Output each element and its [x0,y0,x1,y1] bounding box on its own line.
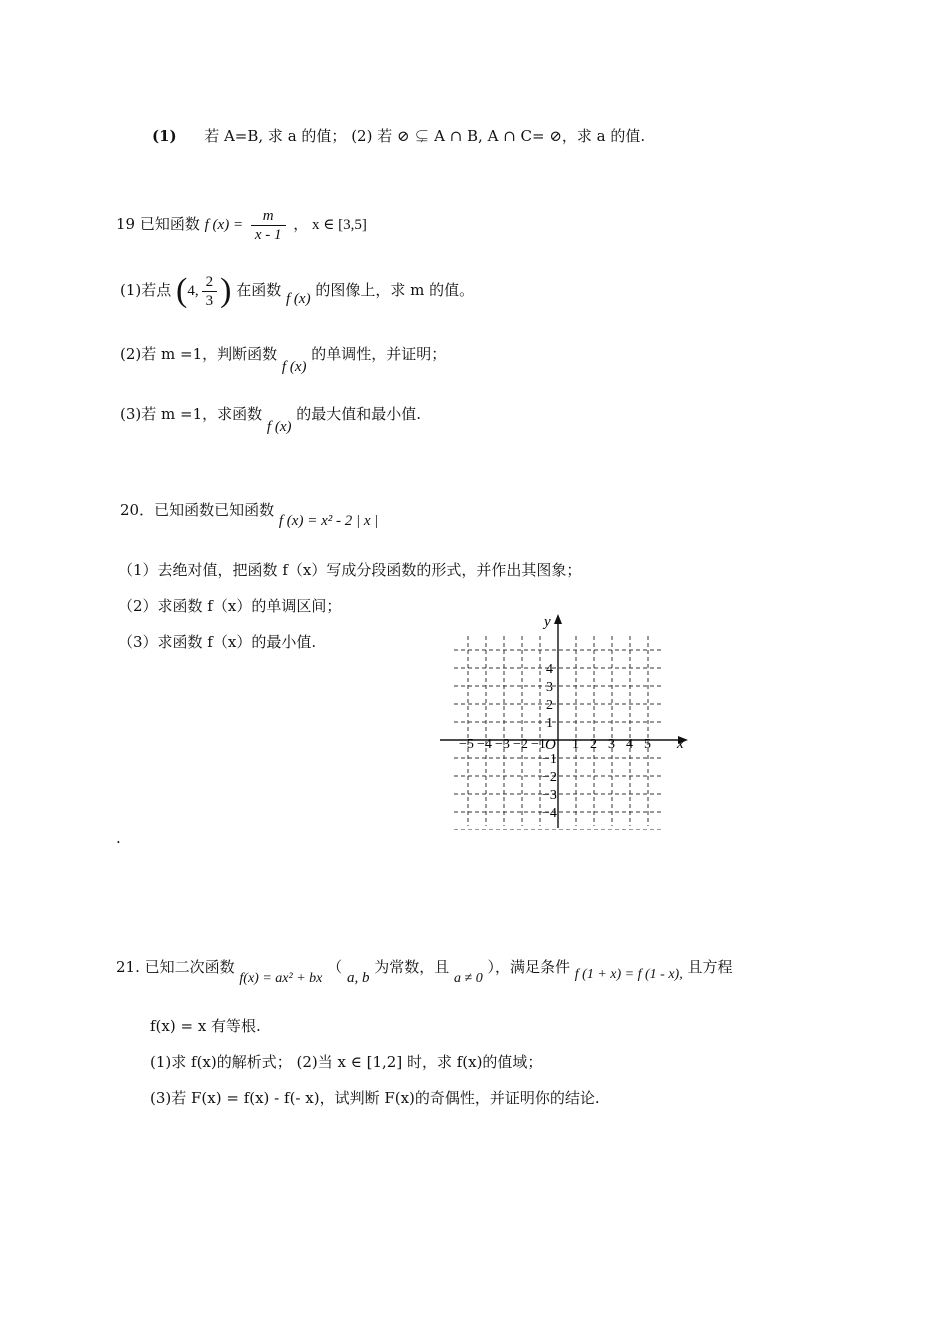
q19-p3-b: 的最大值和最小值. [296,405,422,423]
q21-stem-line [116,952,733,984]
q21-consts: a, b [346,970,370,986]
q19-p1-c: 的图像上，求 m 的值。 [315,281,475,299]
x-tick-label: −4 [477,737,492,752]
q19-p1-a: (1)若点 [120,281,172,299]
q18-part1-text: 若 A=B, 求 a 的值； [204,127,347,145]
q19-point-den: 3 [205,292,214,309]
q19-stem: 19 已知函数 [116,215,200,233]
x-tick-label: 2 [590,737,597,752]
y-tick-label: −2 [542,770,557,785]
q19-part1 [120,268,474,313]
q20-trailing-dot: . [116,829,121,847]
y-tick-label: −4 [542,806,557,821]
q18-part1-label: (1) [152,127,177,145]
q18-line [152,126,645,146]
y-tick-label: 2 [546,698,553,713]
q19-paren-right: ) [220,272,232,309]
q19-p2-a: (2)若 m =1，判断函数 [120,345,278,363]
q19-func-num: m [251,207,286,226]
q19-point-fraction [202,273,218,310]
x-tick-label: 4 [626,737,633,752]
x-tick-label: 3 [608,737,615,752]
q20-stem: 20．已知函数已知函数 [120,501,275,519]
y-tick-label: −1 [542,752,557,767]
q19-part2 [120,344,447,375]
y-axis-arrow [554,614,562,624]
x-tick-label: −5 [459,737,474,752]
x-tick-label: 1 [572,737,579,752]
q21-tail: 且方程 [687,958,733,976]
y-tick-label: 3 [546,680,553,695]
q19-stem-line [116,204,367,245]
y-tick-label: −3 [542,788,557,803]
q21-paren-close: ），满足条件 [487,958,570,976]
coordinate-grid [440,610,700,830]
y-tick-label: 1 [546,716,553,731]
q20-stem-line [120,500,379,529]
q21-symm: f (1 + x) = f (1 - x), [574,967,683,982]
q21-part1-2: (1)求 f(x)的解析式； (2)当 x ∈ [1,2] 时，求 f(x)的值域； [150,1053,543,1071]
y-tick-label: 4 [546,662,553,677]
q21-cond: a ≠ 0 [454,971,483,986]
q19-point-num: 2 [202,273,218,292]
q18-part2-text: (2) 若 ⊘ ⊊ A ∩ B, A ∩ C= ⊘，求 a 的值. [351,127,646,145]
q21-part3: (3)若 F(x) = f(x) - f(- x)，试判断 F(x)的奇偶性，并证明你的结论. [150,1089,600,1107]
q19-func-fraction [251,207,286,244]
q21-line2: f(x) = x 有等根. [150,1017,261,1035]
q19-func-den: x - 1 [254,226,282,243]
q19-p1-b: 在函数 [236,281,282,299]
y-axis-label: y [544,614,551,630]
q19-func-lhs: f (x) = [204,217,244,233]
q19-p2-b: 的单调性，并证明； [311,345,447,363]
q19-domain: ， x ∈ [3,5] [293,217,367,233]
q20-func: f (x) = x² - 2 | x | [278,513,379,529]
q19-p3-a: (3)若 m =1，求函数 [120,405,263,423]
q20-part3: （3）求函数 f（x）的最小值. [118,633,317,651]
q19-p3-func: f (x) [266,419,292,435]
x-tick-label: −1 [531,737,546,752]
x-tick-label: −2 [513,737,528,752]
q19-point-left: 4, [187,283,199,299]
q21-const-text: 为常数，且 [374,958,450,976]
x-axis-label: x [677,736,684,752]
q21-func: f(x) = ax² + bx [239,971,323,986]
q19-p2-func: f (x) [281,359,307,375]
q21-paren-open: （ [327,958,343,976]
q19-paren-left: ( [176,272,188,309]
x-tick-label: −3 [495,737,510,752]
q20-part1: （1）去绝对值，把函数 f（x）写成分段函数的形式，并作出其图象； [118,561,582,579]
x-tick-label: 5 [644,737,651,752]
origin-label: O [545,737,556,753]
q19-part3 [120,404,422,435]
q20-part2: （2）求函数 f（x）的单调区间； [118,597,342,615]
q21-stem: 21. 已知二次函数 [116,958,235,976]
q19-p1-func: f (x) [286,291,311,307]
